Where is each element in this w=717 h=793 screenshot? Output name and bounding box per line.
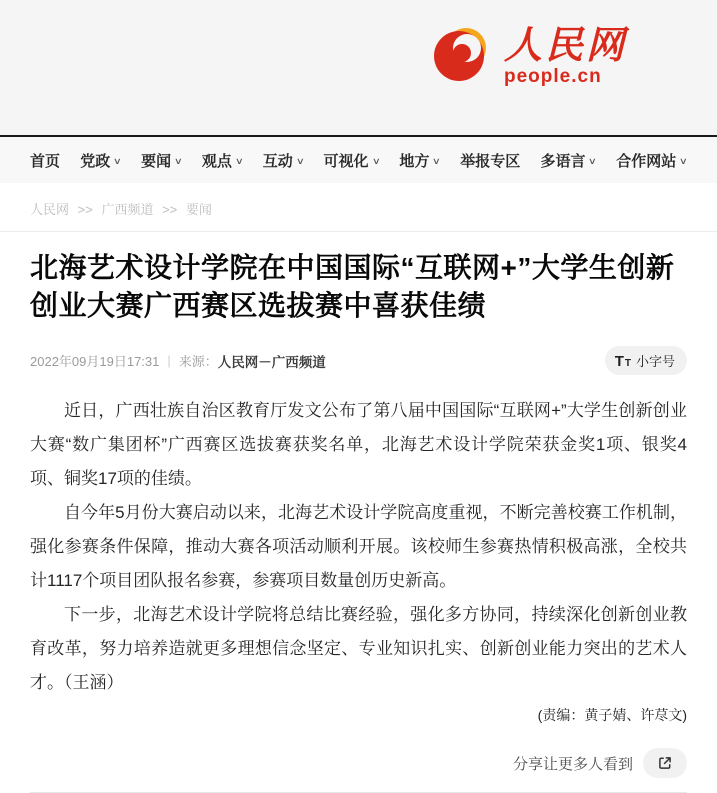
meta-separator: | <box>167 353 171 368</box>
article-paragraph: 下一步，北海艺术设计学院将总结比赛经验，强化多方协同，持续深化创新创业教育改革，努力培养造就更多理想信念坚定、专业知识扎实、创新创业能力突出的艺术人才。（王涵） <box>30 605 687 692</box>
people-daily-globe-icon <box>430 24 494 88</box>
nav-item-label: 要闻 <box>141 152 172 170</box>
main-nav <box>0 135 717 183</box>
logo-cn-label: 人民网 <box>504 24 628 67</box>
nav-item-opinions[interactable] <box>202 150 243 171</box>
font-size-big-t-icon: T <box>614 353 624 370</box>
article-content <box>0 249 717 793</box>
editor-credit: (责编：黄子婧、许荩文) <box>537 707 687 723</box>
nav-item-languages[interactable] <box>540 150 596 171</box>
nav-item-label: 合作网站 <box>616 152 677 170</box>
logo-en-label: people.cn <box>504 65 602 87</box>
chevron-down-icon: ∨ <box>432 155 442 166</box>
chevron-down-icon: ∨ <box>173 155 183 166</box>
chevron-down-icon: ∨ <box>371 155 381 166</box>
share-row <box>30 748 687 778</box>
site-header <box>0 0 717 135</box>
nav-item-top-news[interactable] <box>141 150 182 171</box>
article-paragraph: 近日，广西壮族自治区教育厅发文公布了第八届中国国际“互联网+”大学生创新创业大赛“数广集团杯”广西赛区选拔赛获奖名单，北海艺术设计学院荣获金奖1项、银奖4项、铜奖17项的佳绩。 <box>30 401 687 488</box>
nav-item-label: 举报专区 <box>460 152 521 170</box>
nav-item-report-zone[interactable] <box>460 150 520 171</box>
article-meta <box>30 351 326 371</box>
breadcrumb <box>0 183 717 232</box>
font-size-label: 小字号 <box>635 354 675 369</box>
article-paragraph: 自今年5月份大赛启动以来，北海艺术设计学院高度重视，不断完善校赛工作机制，强化参赛条件保障，推动大赛各项活动顺利开展。该校师生参赛热情积极高涨，全校共计1117个项目团队报名参赛，参赛项目数量创历史新高。 <box>30 503 687 590</box>
breadcrumb-separator: >> <box>162 202 178 217</box>
nav-item-label: 多语言 <box>540 152 586 170</box>
nav-item-label: 首页 <box>30 152 61 170</box>
share-button[interactable] <box>643 748 687 778</box>
breadcrumb-link-top-news[interactable]: 要闻 <box>185 202 212 217</box>
people-daily-logo[interactable] <box>430 24 627 88</box>
nav-item-label: 可视化 <box>323 152 369 170</box>
nav-item-label: 互动 <box>262 152 293 170</box>
chevron-down-icon: ∨ <box>679 155 689 166</box>
article-body <box>30 394 687 700</box>
nav-item-partner-sites[interactable] <box>616 150 687 171</box>
chevron-down-icon: ∨ <box>113 155 122 166</box>
nav-item-interaction[interactable] <box>263 150 304 171</box>
nav-item-label: 党政 <box>80 152 111 170</box>
source-link[interactable]: 人民网－广西频道 <box>217 354 326 370</box>
article-meta-row <box>30 346 687 375</box>
external-link-icon <box>657 755 673 771</box>
breadcrumb-link-people[interactable]: 人民网 <box>30 202 70 217</box>
chevron-down-icon: ∨ <box>295 155 305 166</box>
source-label: 来源： <box>178 354 218 369</box>
logo-text <box>504 24 628 87</box>
article-title: 北海艺术设计学院在中国国际“互联网+”大学生创新创业大赛广西赛区选拔赛中喜获佳绩 <box>30 252 675 321</box>
nav-item-local[interactable] <box>399 150 440 171</box>
breadcrumb-separator: >> <box>77 202 93 217</box>
nav-item-visualization[interactable] <box>324 150 380 171</box>
nav-item-party-gov[interactable] <box>80 150 121 171</box>
breadcrumb-link-guangxi-channel[interactable]: 广西频道 <box>101 202 154 217</box>
share-prompt-label: 分享让更多人看到 <box>512 755 633 773</box>
nav-item-label: 观点 <box>201 152 232 170</box>
font-size-control[interactable] <box>605 346 687 375</box>
publish-datetime: 2022年09月19日17:31 <box>30 354 160 369</box>
chevron-down-icon: ∨ <box>234 155 244 166</box>
nav-item-label: 地方 <box>399 152 430 170</box>
chevron-down-icon: ∨ <box>588 155 598 166</box>
nav-item-home[interactable] <box>30 150 60 171</box>
font-size-small-t-icon: T <box>624 358 631 369</box>
